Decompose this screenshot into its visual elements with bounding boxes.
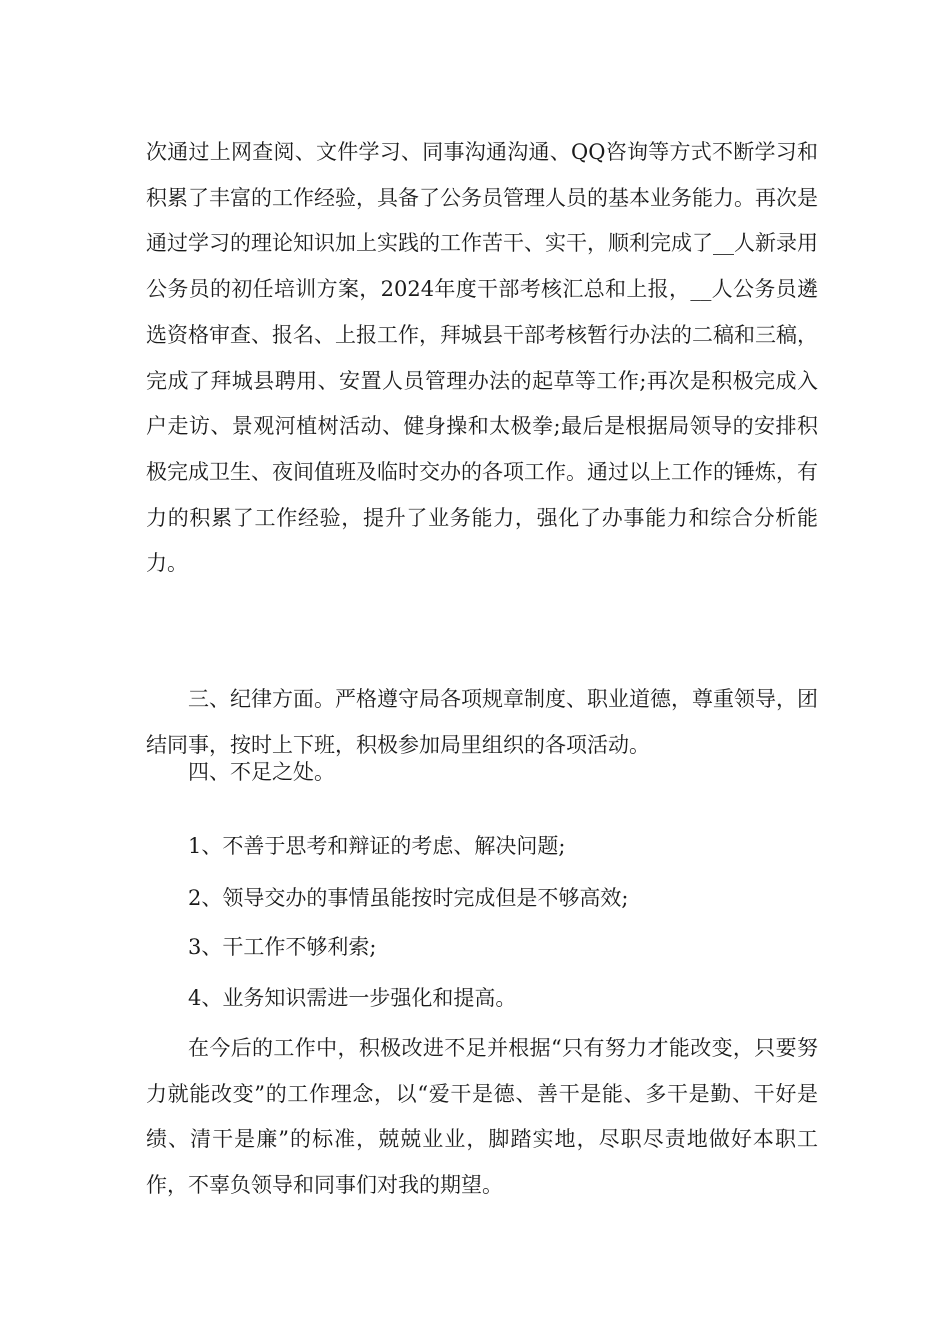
shortcoming-item-4: 4、业务知识需进一步强化和提高。 bbox=[188, 986, 517, 1010]
paragraph-closing: 在今后的工作中，积极改进不足并根据“只有努力才能改变，只要努力就能改变”的工作理念，以“爱干是德、善干是能、多干是勤、干好是绩、清干是廉”的标准，兢兢业业，脚踏实地，尽职尽责地做好本职工作，不辜负领导和同事们对我的期望。 bbox=[146, 1036, 818, 1198]
heading-shortcomings: 四、不足之处。 bbox=[188, 760, 335, 784]
paragraph-work-experience: 次通过上网查阅、文件学习、同事沟通沟通、QQ咨询等方式不断学习和积累了丰富的工作经验，具备了公务员管理人员的基本业务能力。再次是通过学习的理论知识加上实践的工作苦干、实干，顺利完成了__人新录用公务员的初任培训方案，2024年度干部考核汇总和上报，__人公务员遴选资格审查、报名、上报工作，拜城县干部考核暂行办法的二稿和三稿，完成了拜城县聘用、安置人员管理办法的起草等工作;再次是积极完成入户走访、景观河植树活动、健身操和太极拳;最后是根据局领导的安排积极完成卫生、夜间值班及临时交办的各项工作。通过以上工作的锤炼，有力的积累了工作经验，提升了业务能力，强化了办事能力和综合分析能力。 bbox=[146, 140, 818, 576]
shortcoming-item-3: 3、干工作不够利索; bbox=[188, 935, 377, 959]
shortcoming-item-1: 1、不善于思考和辩证的考虑、解决问题; bbox=[188, 834, 566, 858]
paragraph-discipline: 三、纪律方面。严格遵守局各项规章制度、职业道德，尊重领导，团结同事，按时上下班，积极参加局里组织的各项活动。 bbox=[146, 687, 818, 757]
shortcoming-item-2: 2、领导交办的事情虽能按时完成但是不够高效; bbox=[188, 886, 629, 910]
